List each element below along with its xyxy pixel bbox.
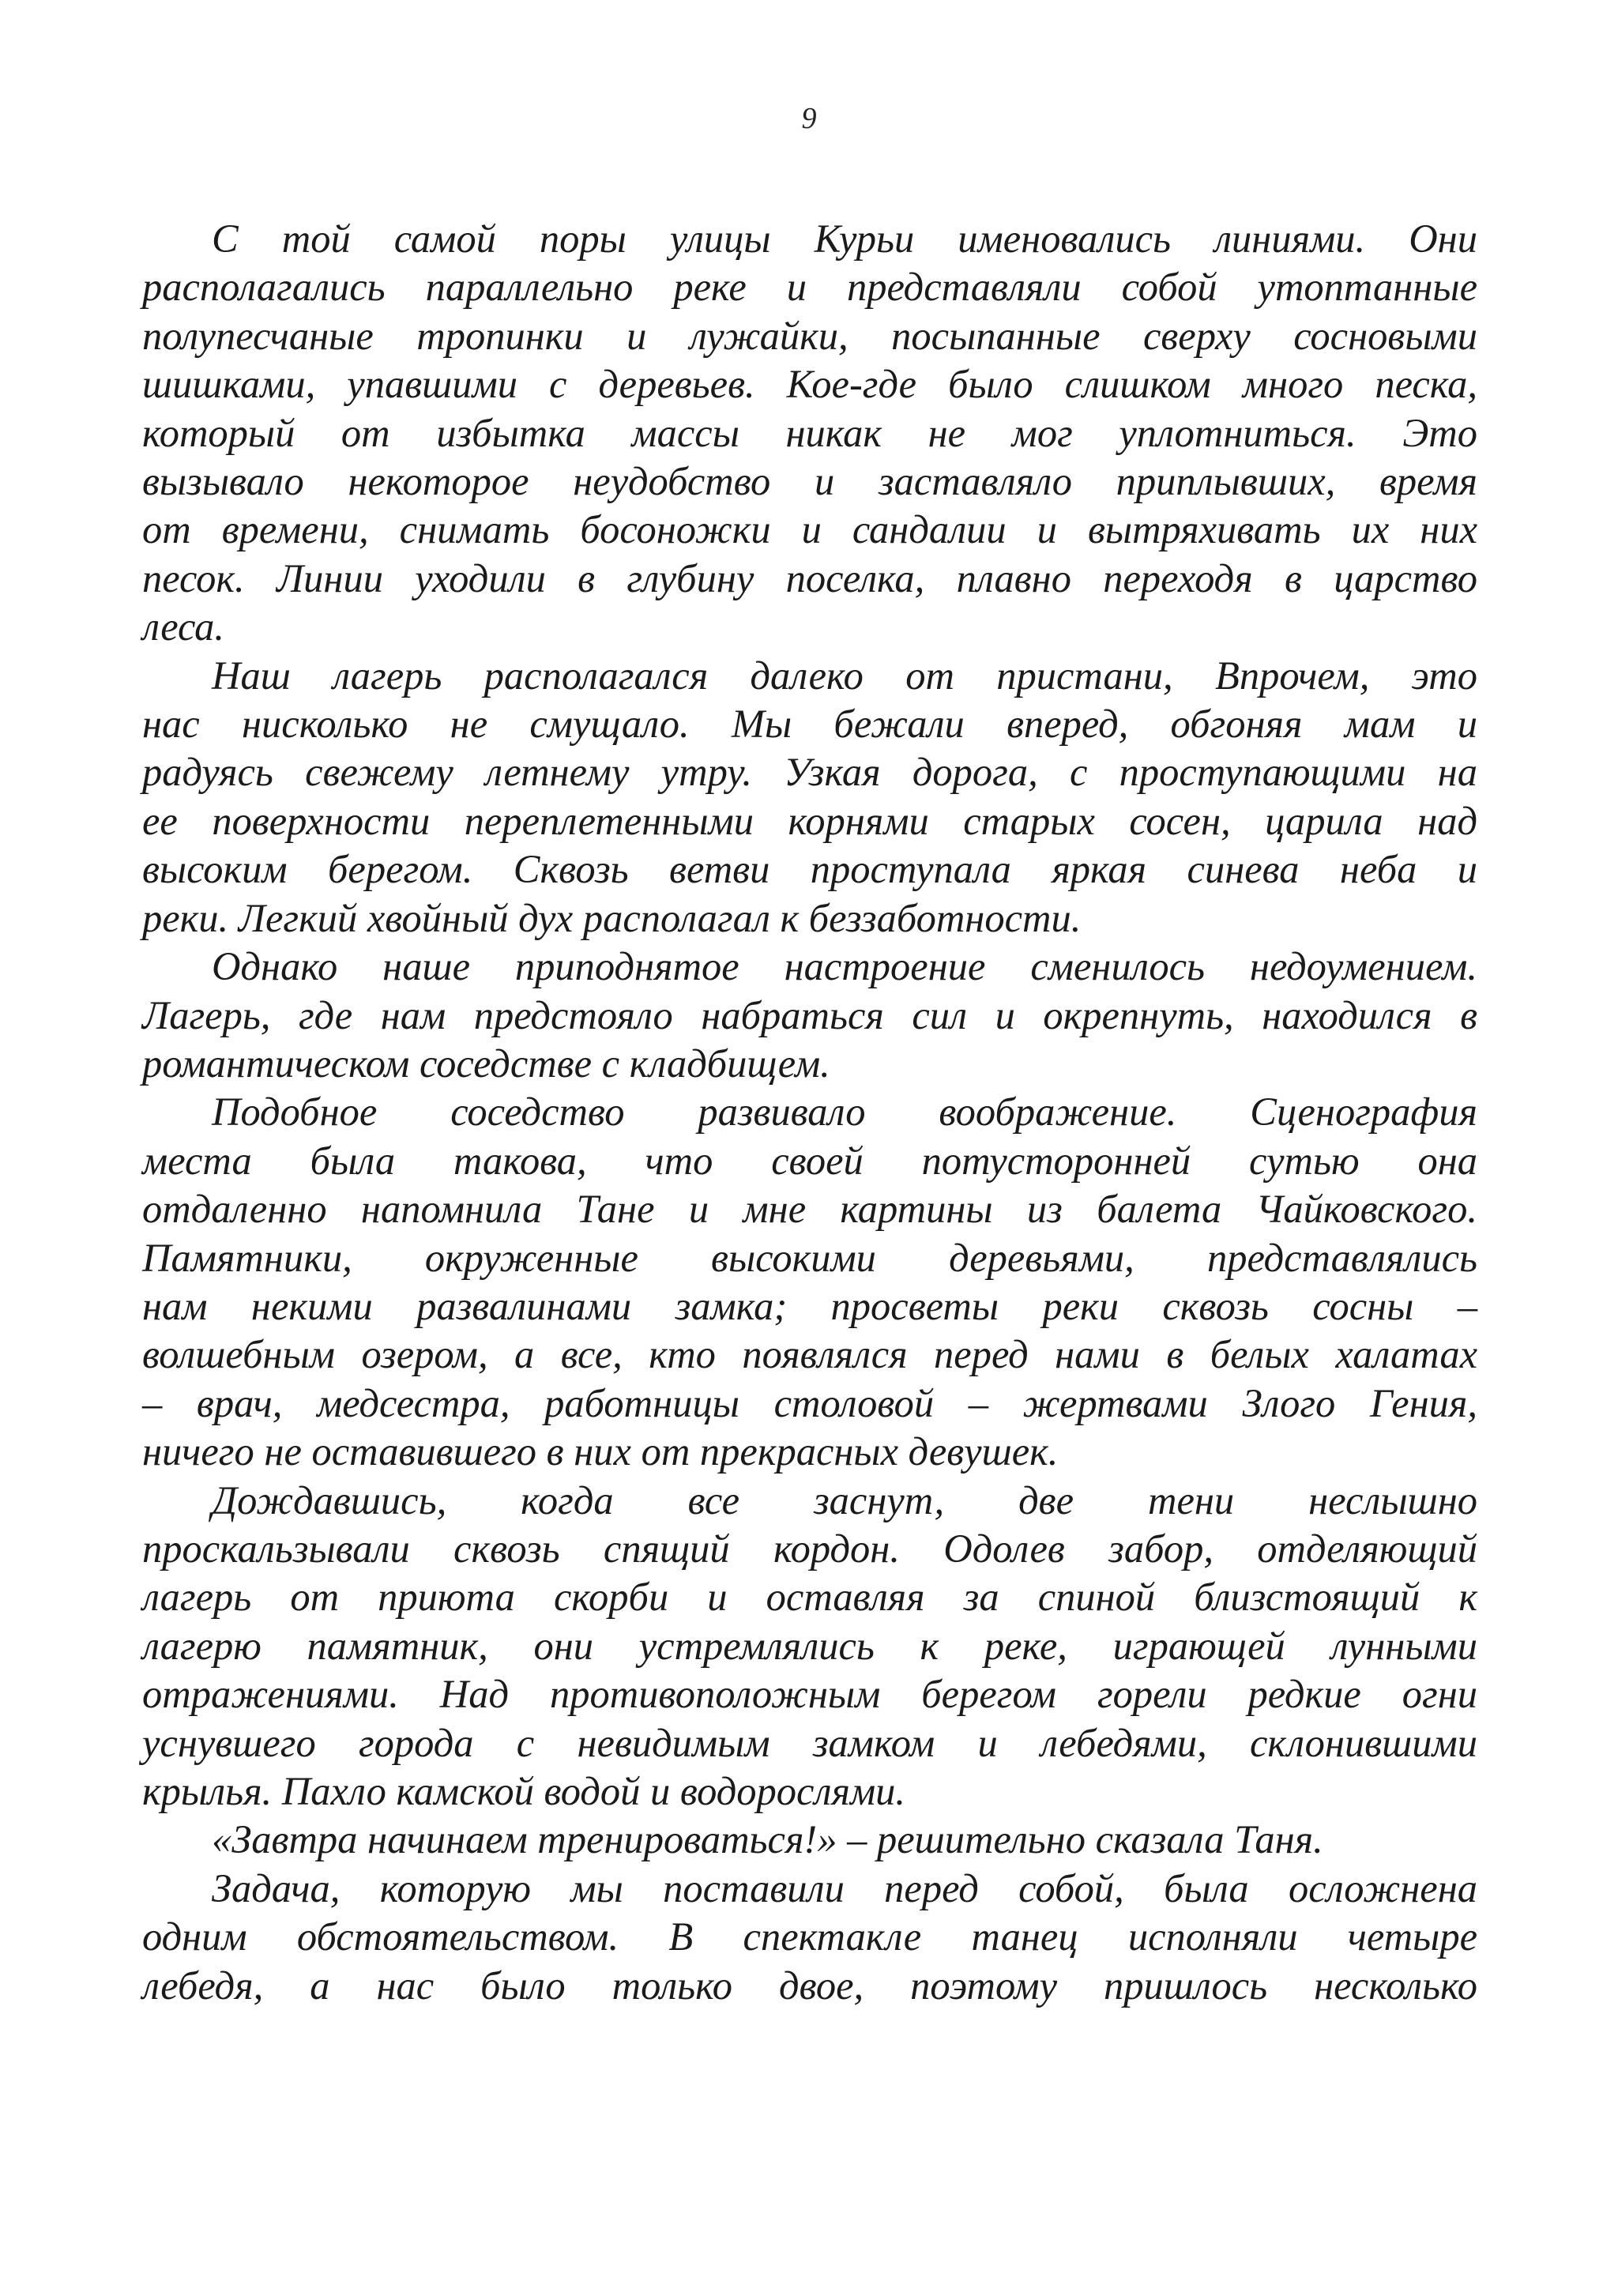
text-line: Однако наше приподнятое настроение сменилось недоумением. [212, 944, 1477, 989]
text-line: Лагерь, где нам предстояло набраться сил и окрепнуть, находился в [142, 992, 1477, 1037]
paragraph [142, 1816, 1477, 1864]
text-line: нам некими развалинами замка; просветы реки сквозь сосны – [142, 1283, 1477, 1328]
paragraph [142, 1865, 1477, 2010]
text-line: С той самой поры улицы Курьи именовались линиями. Они [212, 216, 1477, 261]
text-line: Памятники, окруженные высокими деревьями, представлялись [142, 1235, 1477, 1280]
paragraph [142, 652, 1477, 943]
text-line: Задача, которую мы поставили перед собой, была осложнена [212, 1865, 1477, 1910]
text-line: Наш лагерь располагался далеко от пристани, Впрочем, это [212, 653, 1477, 698]
text-line: шишками, упавшими с деревьев. Кое-где было слишком много песка, [142, 362, 1477, 407]
text-line: от времени, снимать босоножки и сандалии и вытряхивать их них [142, 507, 1477, 552]
paragraph [142, 215, 1477, 652]
text-line: Подобное соседство развивало воображение. Сценография [212, 1090, 1477, 1135]
text-line: волшебным озером, а все, кто появлялся перед нами в белых халатах [142, 1332, 1477, 1377]
text-line: проскальзывали сквозь спящий кордон. Одолев забор, отделяющий [142, 1526, 1477, 1571]
text-line: располагались параллельно реке и представляли собой утоптанные [142, 265, 1477, 310]
text-line: ничего не оставившего в них от прекрасных девушек. [142, 1429, 1059, 1474]
text-line: уснувшего города с невидимым замком и лебедями, склонившими [142, 1720, 1477, 1765]
paragraph [142, 943, 1477, 1088]
text-line: реки. Легкий хвойный дух располагал к беззаботности. [142, 895, 1082, 940]
paragraph [142, 1477, 1477, 1816]
text-line: нас нисколько не смущало. Мы бежали вперед, обгоняя мам и [142, 702, 1477, 747]
text-line: романтическом соседстве с кладбищем. [142, 1041, 830, 1086]
text-line: отдаленно напомнила Тане и мне картины из балета Чайковского. [142, 1187, 1477, 1232]
text-line: вызывало некоторое неудобство и заставляло приплывших, время [142, 459, 1477, 504]
text-line: отражениями. Над противоположным берегом горели редкие огни [142, 1672, 1477, 1717]
paragraph [142, 1088, 1477, 1476]
text-line: одним обстоятельством. В спектакле танец исполняли четыре [142, 1914, 1477, 1959]
text-line: места была такова, что своей потусторонней сутью она [142, 1138, 1477, 1183]
text-line: леса. [142, 604, 225, 649]
text-line: лагерь от приюта скорби и оставляя за спиной близстоящий к [142, 1575, 1477, 1620]
text-line: лагерю памятник, они устремлялись к реке, играющей лунными [142, 1623, 1477, 1668]
text-line: высоким берегом. Сквозь ветви проступала яркая синева неба и [142, 847, 1477, 892]
text-line: песок. Линии уходили в глубину поселка, плавно переходя в царство [142, 555, 1477, 600]
text-line: «Завтра начинаем тренироваться!» – решительно сказала Таня. [212, 1817, 1323, 1862]
text-line: Дождавшись, когда все заснут, две тени неслышно [212, 1477, 1477, 1523]
body-text [142, 215, 1477, 2010]
text-line: который от избытка массы никак не мог уплотниться. Это [142, 410, 1477, 455]
text-line: ее поверхности переплетенными корнями старых сосен, царила над [142, 798, 1477, 843]
text-line: полупесчаные тропинки и лужайки, посыпанные сверху сосновыми [142, 313, 1477, 358]
text-line: крылья. Пахло камской водой и водорослями. [142, 1769, 906, 1813]
text-line: – врач, медсестра, работницы столовой – жертвами Злого Гения, [142, 1380, 1477, 1425]
page-number: 9 [801, 102, 817, 135]
text-line: радуясь свежему летнему утру. Узкая дорога, с проступающими на [142, 750, 1477, 795]
text-line: лебедя, а нас было только двое, поэтому пришлось несколько [142, 1963, 1477, 2008]
